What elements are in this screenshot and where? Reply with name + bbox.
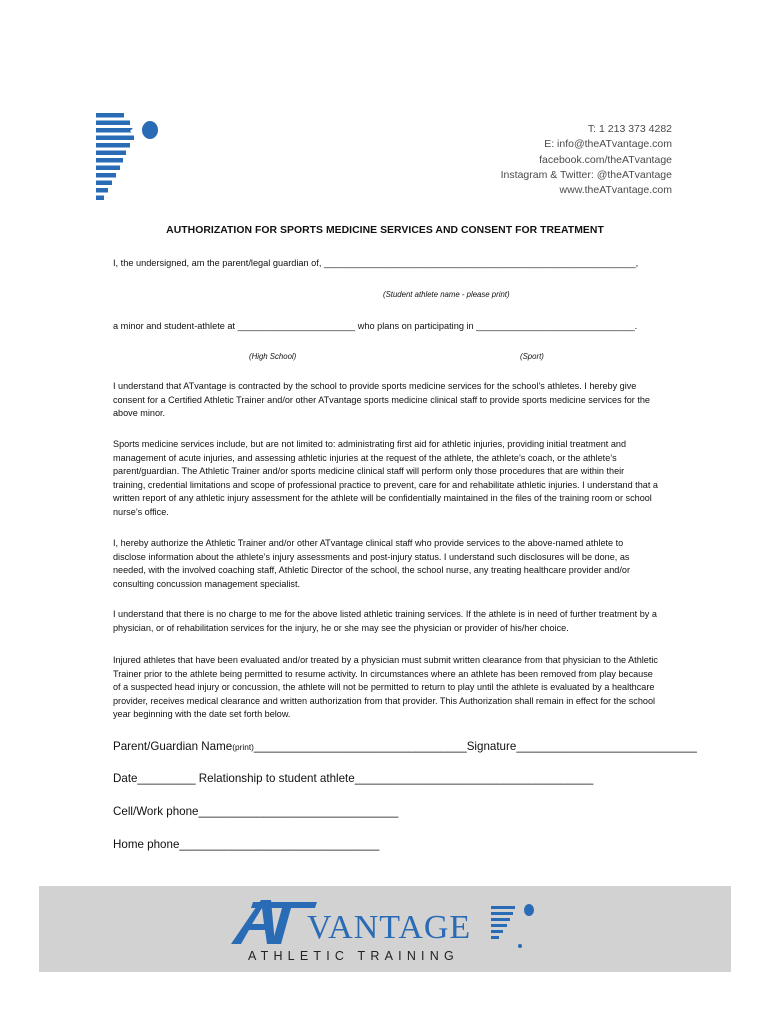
relationship-field[interactable]: _____________________________________	[354, 772, 594, 785]
contact-social: Instagram & Twitter: @theATvantage	[500, 168, 672, 181]
guardian-name-label: Parent/Guardian Name	[113, 740, 233, 753]
relationship-label: Relationship to student athlete	[195, 772, 355, 785]
date-row	[113, 772, 593, 785]
footer-logo-main: VANTAGE	[307, 909, 472, 946]
paragraph-clearance: Injured athletes that have been evaluated and/or treated by a physician must submit written clearance from that physician to the Athletic Trainer prior to the athlete being permitted to resume activity. In circumstances where an athlete has been removed from play because of a suspected head injury or concussion, the athlete will not be permitted to return to play until the athlete is evaluated by a healthcare provider, receives medical clearance and written authorization from that provider. This Authorization shall remain in effect for the school year beginning with the date set forth below.	[113, 655, 658, 720]
signature-label: Signature	[466, 740, 517, 753]
paragraph-services: Sports medicine services include, but are not limited to: administrating first aid for athletic injuries, providing initial treatment and management of acute injuries, and assessing athletic injuries at the request of the athlete, the athlete’s coach, or the athlete’s parent/guardian. The Athletic Trainer and/or sports medicine clinical staff will perform only those procedures that are within their training, credential limitations and scope of professional practice to prevent, care for and rehabilitate athletic injuries. I understand that a written report of any athletic injury assessment for the athlete will be confidentially maintained in the files of the training room or school nurse’s office.	[113, 439, 658, 517]
document-title: AUTHORIZATION FOR SPORTS MEDICINE SERVICES AND CONSENT FOR TREATMENT	[166, 225, 604, 236]
contact-block	[501, 122, 672, 198]
home-phone-label: Home phone	[113, 838, 180, 851]
paragraph-charges: I understand that there is no charge to me for the above listed athletic training services. If the athlete is in need of further treatment by a physician, or of rehabilitation services for the injury, he or she may see the physician or provider of his/her choice.	[113, 609, 657, 633]
sport-caption: (Sport)	[520, 352, 544, 361]
home-phone-field[interactable]: _______________________________	[179, 838, 380, 851]
atvantage-logo-icon	[94, 113, 160, 207]
guardian-print-note: (print)	[232, 742, 254, 752]
school-sport-line: a minor and student-athlete at _______________________ who plans on participating in _______________________________.	[113, 321, 638, 331]
student-name-caption: (Student athlete name - please print)	[383, 290, 510, 299]
date-label: Date	[113, 772, 138, 785]
paragraph-consent: I understand that ATvantage is contracted by the school to provide sports medicine services for the school’s athletes. I hereby give consent for a Certified Athletic Trainer and/or other ATvantage sports medicine clinical staff to provide sports medicine services for the above minor.	[113, 381, 650, 419]
contact-email: E: info@theATvantage.com	[544, 138, 672, 151]
date-field[interactable]: _________	[137, 772, 196, 785]
cell-phone-row	[113, 805, 398, 818]
signature-field[interactable]: ____________________________	[516, 740, 697, 753]
student-name-line: I, the undersigned, am the parent/legal guardian of, _____________________________________________________________,	[113, 258, 639, 268]
guardian-row	[113, 740, 697, 753]
paragraph-disclosure: I, hereby authorize the Athletic Trainer and/or other ATvantage clinical staff who provide services to the above-named athlete to disclose information about the athlete’s injury assessments and post-injury status. I understand such disclosures will be done, as needed, with the involved coaching staff, Athletic Director of the school, the school nurse, any treating healthcare provider and/or consulting concussion management specialist.	[113, 538, 630, 589]
contact-phone: T: 1 213 373 4282	[587, 123, 672, 135]
school-caption: (High School)	[249, 352, 297, 361]
footer-logo-sub: ATHLETIC TRAINING	[248, 949, 459, 963]
home-phone-row	[113, 838, 379, 851]
contact-website: www.theATvantage.com	[559, 184, 672, 197]
atvantage-footer-logo	[39, 886, 731, 972]
guardian-name-field[interactable]: _________________________________	[253, 740, 467, 753]
contact-facebook: facebook.com/theATvantage	[539, 153, 672, 166]
cell-phone-field[interactable]: _______________________________	[198, 805, 399, 818]
footer-banner	[39, 886, 731, 972]
cell-phone-label: Cell/Work phone	[113, 805, 199, 818]
